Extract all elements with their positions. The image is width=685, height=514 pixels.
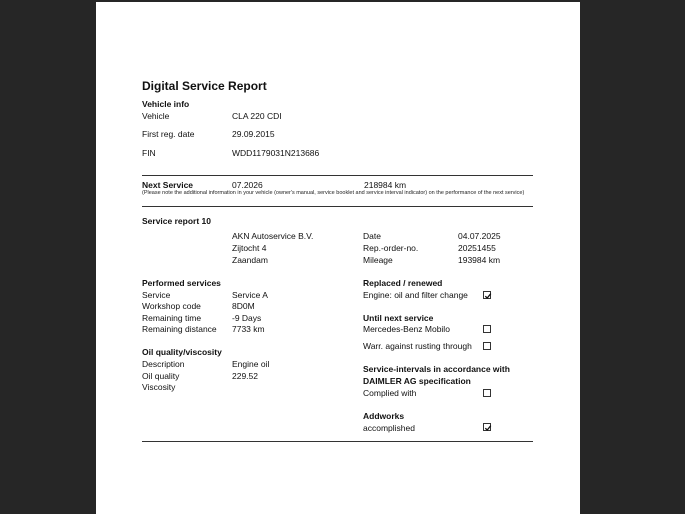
mileage-label: Mileage: [363, 255, 393, 265]
remaining-distance-label: Remaining distance: [142, 324, 217, 334]
complied-label: Complied with: [363, 388, 417, 398]
performed-services-heading: Performed services: [142, 278, 221, 288]
oil-quality-value: 229.52: [232, 371, 258, 381]
workshop-street: Zijtocht 4: [232, 243, 267, 253]
workshop-code-label: Workshop code: [142, 301, 201, 311]
date-label: Date: [363, 231, 381, 241]
fin-value: WDD1179031N213686: [232, 148, 320, 158]
addworks-heading: Addworks: [363, 411, 405, 421]
order-label: Rep.-order-no.: [363, 243, 419, 253]
next-service-mileage: 218984 km: [364, 180, 407, 190]
rust-warranty-label: Warr. against rusting through: [363, 341, 472, 351]
workshop-code-value: 8D0M: [232, 301, 255, 311]
next-service-note: (Please note the additional information in your vehicle (owner's manual, service booklet and service interval indicator) on the performance of the next service): [142, 190, 525, 196]
footer-rule: [142, 441, 533, 442]
remaining-time-label: Remaining time: [142, 313, 202, 323]
rust-warranty-checkbox[interactable]: [483, 342, 491, 350]
oil-filter-change-checkbox[interactable]: [483, 291, 491, 299]
intervals-heading-line2: DAIMLER AG specification: [363, 376, 471, 386]
until-next-service-heading: Until next service: [363, 313, 434, 323]
check-icon: [484, 424, 492, 432]
report-title: Digital Service Report: [142, 79, 267, 93]
remaining-time-value: -9 Days: [232, 313, 262, 323]
next-service-bottom-rule: [142, 206, 533, 207]
service-value: Service A: [232, 290, 268, 300]
next-service-label: Next Service: [142, 180, 194, 190]
oil-heading: Oil quality/viscosity: [142, 347, 222, 357]
mobilo-label: Mercedes-Benz Mobilo: [363, 324, 450, 334]
check-icon: [484, 292, 492, 300]
intervals-heading-line1: Service-intervals in accordance with: [363, 364, 510, 374]
vehicle-value: CLA 220 CDI: [232, 111, 282, 121]
accomplished-checkbox[interactable]: [483, 423, 491, 431]
fin-label: FIN: [142, 148, 156, 158]
workshop-city: Zaandam: [232, 255, 268, 265]
accomplished-label: accomplished: [363, 423, 415, 433]
oil-description-value: Engine oil: [232, 359, 270, 369]
vehicle-info-heading: Vehicle info: [142, 99, 190, 109]
mobilo-checkbox[interactable]: [483, 325, 491, 333]
order-value: 20251455: [458, 243, 496, 253]
remaining-distance-value: 7733 km: [232, 324, 265, 334]
next-service-date: 07.2026: [232, 180, 263, 190]
replaced-heading: Replaced / renewed: [363, 278, 443, 288]
workshop-name: AKN Autoservice B.V.: [232, 231, 314, 241]
service-label: Service: [142, 290, 171, 300]
next-service-top-rule: [142, 175, 533, 176]
oil-filter-change-label: Engine: oil and filter change: [363, 290, 468, 300]
date-value: 04.07.2025: [458, 231, 501, 241]
mileage-value: 193984 km: [458, 255, 501, 265]
oil-viscosity-label: Viscosity: [142, 382, 176, 392]
oil-quality-label: Oil quality: [142, 371, 180, 381]
report-page: [96, 2, 580, 514]
service-report-heading: Service report 10: [142, 216, 211, 226]
first-reg-value: 29.09.2015: [232, 129, 275, 139]
oil-description-label: Description: [142, 359, 185, 369]
vehicle-label: Vehicle: [142, 111, 170, 121]
complied-checkbox[interactable]: [483, 389, 491, 397]
first-reg-label: First reg. date: [142, 129, 195, 139]
